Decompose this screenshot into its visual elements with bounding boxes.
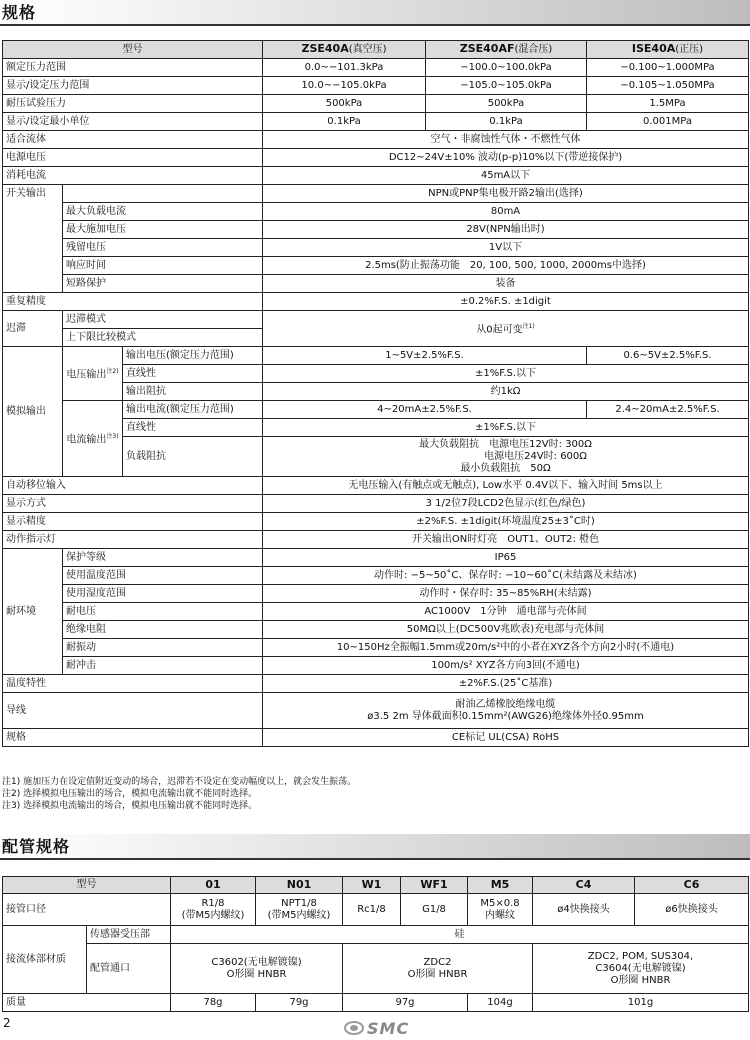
cell-line: C3604(无电解镀镍) <box>595 962 686 974</box>
smc-logo <box>344 1018 409 1038</box>
row-label: 自动移位输入 <box>3 477 263 495</box>
cell-value: 10~150Hz全振幅1.5mm或20m/s²中的小者在XYZ各个方向2小时(不通电) <box>263 639 749 657</box>
load-impedance-line: 最小负载阻抗 50Ω <box>460 462 551 474</box>
cell-value: ±1%F.S.以下 <box>263 419 749 437</box>
cell-line: O形圈 HNBR <box>226 968 287 980</box>
cell-value: 10.0~−105.0kPa <box>263 77 426 95</box>
table-row <box>3 257 749 275</box>
cell-value: 3 1/2位7段LCD2色显示(红色/绿色) <box>263 495 749 513</box>
cell-value: ø6快换接头 <box>635 894 749 926</box>
sub-label: 输出阻抗 <box>123 383 263 401</box>
cell-value: 78g <box>171 994 256 1012</box>
sub-label: 最大施加电压 <box>63 221 263 239</box>
cell-value: −105.0~105.0kPa <box>426 77 587 95</box>
cell-value: 动作时: −5~50˚C、保存时: −10~60˚C(未结露及未结冰) <box>263 567 749 585</box>
model-header: 型号 <box>3 41 263 59</box>
col-header-w1: W1 <box>343 877 401 894</box>
cable-line: 耐油乙烯橡胶绝缘电缆 <box>455 698 556 710</box>
cell-value: 装备 <box>263 275 749 293</box>
page-number: 2 <box>3 1016 11 1030</box>
col-header-wf1: WF1 <box>401 877 468 894</box>
table-row <box>3 221 749 239</box>
ise40a-header: ISE40A <box>631 42 676 55</box>
table-row <box>3 585 749 603</box>
table-row <box>3 567 749 585</box>
sub-label: 耐冲击 <box>63 657 263 675</box>
table-row <box>3 239 749 257</box>
row-label: 迟滞 <box>3 311 63 347</box>
footnote: 注1) 施加压力在设定值附近变动的场合，迟滞若不设定在变动幅度以上，就会发生振荡。 <box>2 777 357 787</box>
cell-line: O形圈 HNBR <box>407 968 468 980</box>
cell-line: O形圈 HNBR <box>610 974 671 986</box>
sub-label: 最大负载电流 <box>63 203 263 221</box>
table-row <box>3 293 749 311</box>
cell-value: G1/8 <box>401 894 468 926</box>
table-row <box>3 926 749 944</box>
table-row <box>3 131 749 149</box>
voltage-output-label: 电压输出 <box>66 369 107 381</box>
cell-value: IP65 <box>263 549 749 567</box>
col-header-c4: C4 <box>533 877 635 894</box>
cell-value: 500kPa <box>263 95 426 113</box>
col-header-n01: N01 <box>256 877 343 894</box>
sub-label: 直线性 <box>123 419 263 437</box>
sub-label: 迟滞模式 <box>63 311 263 329</box>
cell-line: ZDC2 <box>423 956 452 968</box>
cell-value: 2.4~20mA±2.5%F.S. <box>587 401 749 419</box>
table-row <box>3 275 749 293</box>
sub-label: 配管通口 <box>87 944 171 994</box>
cell-value: −0.105~1.050MPa <box>587 77 749 95</box>
cell-value: 1~5V±2.5%F.S. <box>263 347 587 365</box>
spec-header-row <box>3 41 749 59</box>
row-label: 耐压试验压力 <box>3 95 263 113</box>
cell-value: 500kPa <box>426 95 587 113</box>
piping-header-row <box>3 877 749 894</box>
hysteresis-value: 从0起可变 <box>476 324 523 336</box>
cell-line: R1/8 <box>201 897 225 909</box>
sub-label: 负载阻抗 <box>123 437 263 477</box>
cell-value: 50MΩ以上(DC500V兆欧表)充电部与壳体间 <box>263 621 749 639</box>
cell-value: 2.5ms(防止振荡功能 20, 100, 500, 1000, 2000ms中选择) <box>263 257 749 275</box>
zse40a-header: ZSE40A <box>301 42 349 55</box>
cell-value: 0.001MPa <box>587 113 749 131</box>
row-label: 规格 <box>3 729 263 747</box>
table-row <box>3 77 749 95</box>
cell-value: −100.0~100.0kPa <box>426 59 587 77</box>
cell-value: 无电压输入(有触点或无触点), Low水平 0.4V以下、输入时间 5ms以上 <box>263 477 749 495</box>
spec-table <box>2 40 749 747</box>
sub-label: 使用湿度范围 <box>63 585 263 603</box>
row-label: 开关输出 <box>3 185 63 293</box>
row-label: 电源电压 <box>3 149 263 167</box>
cell-line: (带M5内螺纹) <box>267 909 331 921</box>
smc-logo-icon <box>344 1021 364 1035</box>
cell-line: 内螺纹 <box>485 909 515 921</box>
smc-logo-text: SMC <box>367 1018 410 1038</box>
table-row <box>3 639 749 657</box>
note-ref: 注1) <box>522 322 535 330</box>
table-row <box>3 675 749 693</box>
zse40af-header: ZSE40AF <box>459 42 515 55</box>
cell-value: 101g <box>533 994 749 1012</box>
row-label: 模拟输出 <box>3 347 63 477</box>
table-row <box>3 603 749 621</box>
table-row <box>3 401 749 419</box>
sub-label: 输出电压(额定压力范围) <box>123 347 263 365</box>
note-ref: 注2) <box>106 367 119 375</box>
cell-value: ±1%F.S.以下 <box>263 365 749 383</box>
sub-label: 使用温度范围 <box>63 567 263 585</box>
cell-value: 100m/s² XYZ各方向3回(不通电) <box>263 657 749 675</box>
cell-line: ZDC2, POM, SUS304, <box>587 950 694 962</box>
row-label: 动作指示灯 <box>3 531 263 549</box>
col-header-01: 01 <box>171 877 256 894</box>
row-label: 温度特性 <box>3 675 263 693</box>
sub-label: 保护等级 <box>63 549 263 567</box>
cell-value: 97g <box>343 994 468 1012</box>
table-row <box>3 944 749 994</box>
table-row <box>3 149 749 167</box>
row-label: 接管口径 <box>3 894 171 926</box>
sub-label: 传感器受压部 <box>87 926 171 944</box>
row-label: 适合流体 <box>3 131 263 149</box>
cell-value: ±0.2%F.S. ±1digit <box>263 293 749 311</box>
cell-value: 0.6~5V±2.5%F.S. <box>587 347 749 365</box>
table-row <box>3 167 749 185</box>
spec-section-title: 规格 <box>0 0 750 26</box>
sub-label: 上下限比较模式 <box>63 329 263 347</box>
cell-value: Rc1/8 <box>343 894 401 926</box>
table-row <box>3 477 749 495</box>
cell-value: NPN或PNP集电极开路2输出(选择) <box>263 185 749 203</box>
cell-line: C3602(无电解镀镍) <box>211 956 302 968</box>
sub-label: 残留电压 <box>63 239 263 257</box>
col-header-c6: C6 <box>635 877 749 894</box>
cell-value: 1V以下 <box>263 239 749 257</box>
table-row <box>3 549 749 567</box>
row-label: 质量 <box>3 994 171 1012</box>
cell-value: 4~20mA±2.5%F.S. <box>263 401 587 419</box>
ise40a-note: (正压) <box>675 44 704 55</box>
table-row <box>3 693 749 729</box>
row-label: 导线 <box>3 693 263 729</box>
cell-value: 开关输出ON时灯亮 OUT1、OUT2: 橙色 <box>263 531 749 549</box>
footnotes <box>2 776 356 812</box>
cell-value: CE标记 UL(CSA) RoHS <box>263 729 749 747</box>
load-impedance-line: 电源电压24V时: 600Ω <box>484 450 587 462</box>
table-row <box>3 621 749 639</box>
cell-value: 空气・非腐蚀性气体・不燃性气体 <box>263 131 749 149</box>
cell-value: ø4快换接头 <box>533 894 635 926</box>
current-output-label: 电流输出 <box>66 434 107 446</box>
cell-value: 1.5MPa <box>587 95 749 113</box>
cell-value: AC1000V 1分钟 通电部与壳体间 <box>263 603 749 621</box>
sub-label: 输出电流(额定压力范围) <box>123 401 263 419</box>
table-row <box>3 495 749 513</box>
cell-value: 0.1kPa <box>426 113 587 131</box>
table-row <box>3 657 749 675</box>
cell-line: (带M5内螺纹) <box>181 909 245 921</box>
row-label: 耐环境 <box>3 549 63 675</box>
cell-value: 79g <box>256 994 343 1012</box>
table-row <box>3 203 749 221</box>
cell-value: 104g <box>468 994 533 1012</box>
cell-value: 硅 <box>171 926 749 944</box>
cell-value: DC12~24V±10% 波动(p-p)10%以下(带逆接保护) <box>263 149 749 167</box>
note-ref: 注3) <box>106 432 119 440</box>
cell-value: 动作时・保存时: 35~85%RH(未结露) <box>263 585 749 603</box>
table-row <box>3 185 749 203</box>
table-row <box>3 531 749 549</box>
sub-label: 直线性 <box>123 365 263 383</box>
cell-line: M5×0.8 <box>480 897 520 909</box>
cell-value: ±2%F.S.(25˚C基准) <box>263 675 749 693</box>
table-row <box>3 729 749 747</box>
table-row <box>3 113 749 131</box>
row-label: 显示/设定最小单位 <box>3 113 263 131</box>
col-header-m5: M5 <box>468 877 533 894</box>
row-label: 显示精度 <box>3 513 263 531</box>
load-impedance-line: 最大负载阻抗 电源电压12V时: 300Ω <box>419 438 592 450</box>
row-label: 消耗电流 <box>3 167 263 185</box>
piping-table <box>2 876 749 1012</box>
cell-value: 约1kΩ <box>263 383 749 401</box>
table-row <box>3 994 749 1012</box>
table-row <box>3 311 749 329</box>
table-row <box>3 59 749 77</box>
cell-value: 0.0~−101.3kPa <box>263 59 426 77</box>
row-label: 重复精度 <box>3 293 263 311</box>
cell-value: ±2%F.S. ±1digit(环境温度25±3˚C时) <box>263 513 749 531</box>
row-label: 额定压力范围 <box>3 59 263 77</box>
sub-label: 响应时间 <box>63 257 263 275</box>
sub-label: 短路保护 <box>63 275 263 293</box>
zse40af-note: (混合压) <box>514 44 553 55</box>
footnote: 注2) 选择模拟电压输出的场合，模拟电流输出就不能同时选择。 <box>2 789 258 799</box>
cell-line: NPT1/8 <box>281 897 317 909</box>
sub-label: 绝缘电阻 <box>63 621 263 639</box>
table-row <box>3 95 749 113</box>
table-row <box>3 894 749 926</box>
table-row <box>3 347 749 365</box>
footnote: 注3) 选择模拟电流输出的场合，模拟电压输出就不能同时选择。 <box>2 801 258 811</box>
cell-value: 80mA <box>263 203 749 221</box>
cell-value: 0.1kPa <box>263 113 426 131</box>
sub-label: 耐振动 <box>63 639 263 657</box>
sub-label: 耐电压 <box>63 603 263 621</box>
model-header: 型号 <box>3 877 171 894</box>
cable-line: ø3.5 2m 导体截面积0.15mm²(AWG26)绝缘体外径0.95mm <box>367 710 644 722</box>
table-row <box>3 513 749 531</box>
row-label: 接流体部材质 <box>3 926 87 994</box>
cell-value: 45mA以下 <box>263 167 749 185</box>
piping-section-title: 配管规格 <box>0 834 750 860</box>
row-label: 显示方式 <box>3 495 263 513</box>
cell-value: −0.100~1.000MPa <box>587 59 749 77</box>
zse40a-note: (真空压) <box>348 44 387 55</box>
cell-value: 28V(NPN输出时) <box>263 221 749 239</box>
row-label: 显示/设定压力范围 <box>3 77 263 95</box>
